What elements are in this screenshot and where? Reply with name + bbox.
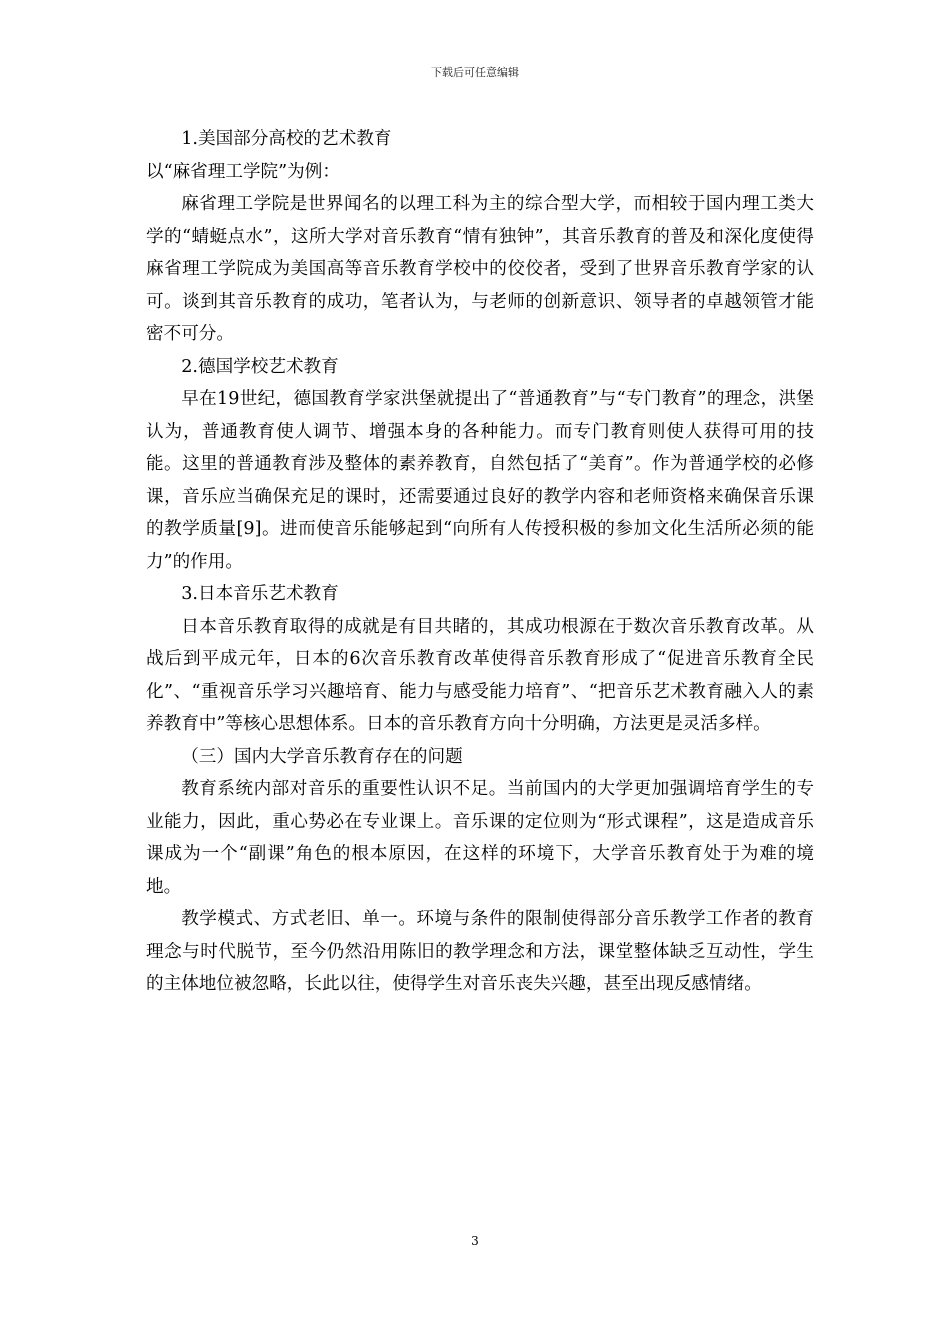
section-heading-us: 1.美国部分高校的艺术教育 [181, 129, 392, 149]
paragraph-germany: 早在19世纪，德国教育学家洪堡就提出了“普通教育”与“专门教育”的理念，洪堡认为，普通教育使人调节、增强本身的各种能力。而专门教育则使人获得可用的技能。这里的普通教育涉及整体的素养教育，自然包括了“美育”。作为普通学校的必修课，音乐应当确保充足的课时，还需要通过良好的教学内容和老师资格来确保音乐课的教学质量[9]。进而使音乐能够起到“向所有人传授积极的参加文化生活所必须的能力”的作用。 [146, 389, 814, 572]
page-header: 下载后可任意编辑 [431, 66, 519, 79]
page-number: 3 [471, 1234, 479, 1248]
document-body [146, 123, 814, 1001]
paragraph-japan: 日本音乐教育取得的成就是有目共睹的，其成功根源在于数次音乐教育改革。从战后到平成元年，日本的6次音乐教育改革使得音乐教育形成了“促进音乐教育全民化”、“重视音乐学习兴趣培育、能力与感受能力培育”、“把音乐艺术教育融入人的素养教育中”等核心思想体系。日本的音乐教育方向十分明确，方法更是灵活多样。 [146, 616, 814, 734]
section-heading-japan: 3.日本音乐艺术教育 [181, 584, 339, 604]
paragraph-teaching-mode: 教学模式、方式老旧、单一。环境与条件的限制使得部分音乐教学工作者的教育理念与时代脱节，至今仍然沿用陈旧的教学理念和方法，课堂整体缺乏互动性，学生的主体地位被忽略，长此以往，使得学生对音乐丧失兴趣，甚至出现反感情绪。 [146, 909, 814, 994]
example-intro: 以“麻省理工学院”为例： [146, 161, 340, 182]
section-heading-germany: 2.德国学校艺术教育 [181, 356, 339, 377]
paragraph-mit: 麻省理工学院是世界闻名的以理工科为主的综合型大学，而相较于国内理工类大学的“蜻蜓点水”，这所大学对音乐教育“情有独钟”，其音乐教育的普及和深化度使得麻省理工学院成为美国高等音乐教育学校中的佼佼者，受到了世界音乐教育学家的认可。谈到其音乐教育的成功，笔者认为，与老师的创新意识、领导者的卓越领管才能密不可分。 [146, 194, 814, 344]
section-heading-domestic-issues: （三）国内大学音乐教育存在的问题 [181, 746, 463, 767]
paragraph-awareness: 教育系统内部对音乐的重要性认识不足。当前国内的大学更加强调培育学生的专业能力，因此，重心势必在专业课上。音乐课的定位则为“形式课程”，这是造成音乐课成为一个“副课”角色的根本原因，在这样的环境下，大学音乐教育处于为难的境地。 [146, 779, 814, 897]
